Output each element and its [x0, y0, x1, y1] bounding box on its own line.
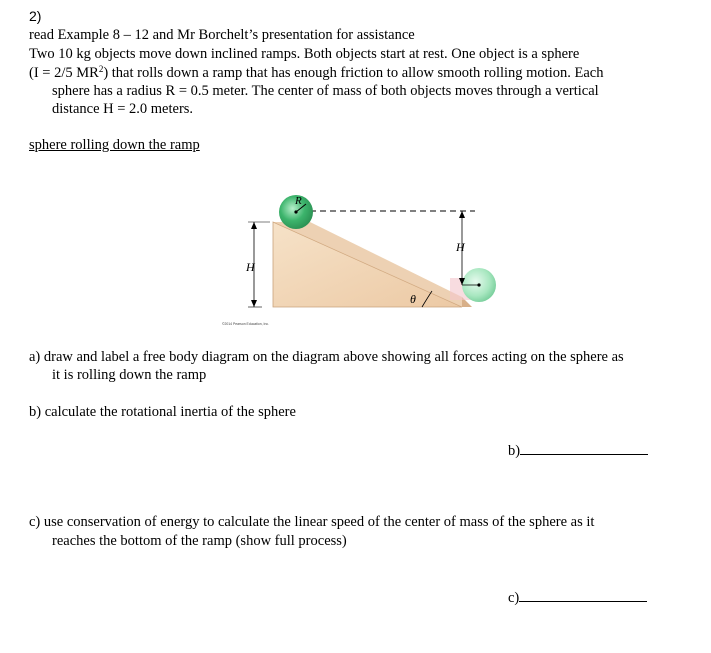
ramp-diagram	[210, 185, 510, 333]
answer-b-blank[interactable]: b)	[508, 440, 648, 460]
label-H-right: H	[456, 240, 465, 254]
question-a-line-1: a) draw and label a free body diagram on the diagram above showing all forces acting on the sphere as	[29, 349, 624, 365]
label-theta: θ	[410, 292, 416, 306]
question-b: b) calculate the rotational inertia of the sphere	[29, 404, 296, 420]
problem-line-4: sphere has a radius R = 0.5 meter. The center of mass of both objects moves through a vertical	[52, 83, 599, 99]
copyright: ©2014 Pearson Education, Inc.	[222, 322, 269, 326]
question-c-line-1: c) use conservation of energy to calculate the linear speed of the center of mass of the sphere as it	[29, 514, 595, 530]
problem-line-5: distance H = 2.0 meters.	[52, 101, 194, 117]
label-H-left: H	[246, 260, 255, 274]
answer-c-blank[interactable]: c)	[508, 587, 647, 607]
problem-line-1: read Example 8 – 12 and Mr Borchelt’s presentation for assistance	[29, 27, 415, 43]
question-c-line-2: reaches the bottom of the ramp (show full process)	[52, 533, 347, 549]
problem-line-3: (I = 2/5 $MR^2$) that rolls down a ramp that has enough friction to allow smooth rolling motion. Each	[29, 64, 604, 81]
problem-line-2: Two 10 kg objects move down inclined ramps. Both objects start at rest. One object is a sphere	[29, 46, 580, 62]
problem-number: 2)	[29, 8, 42, 24]
diagram-title: sphere rolling down the ramp	[29, 137, 200, 153]
question-a-line-2: it is rolling down the ramp	[52, 367, 207, 383]
label-R: R	[295, 195, 302, 207]
